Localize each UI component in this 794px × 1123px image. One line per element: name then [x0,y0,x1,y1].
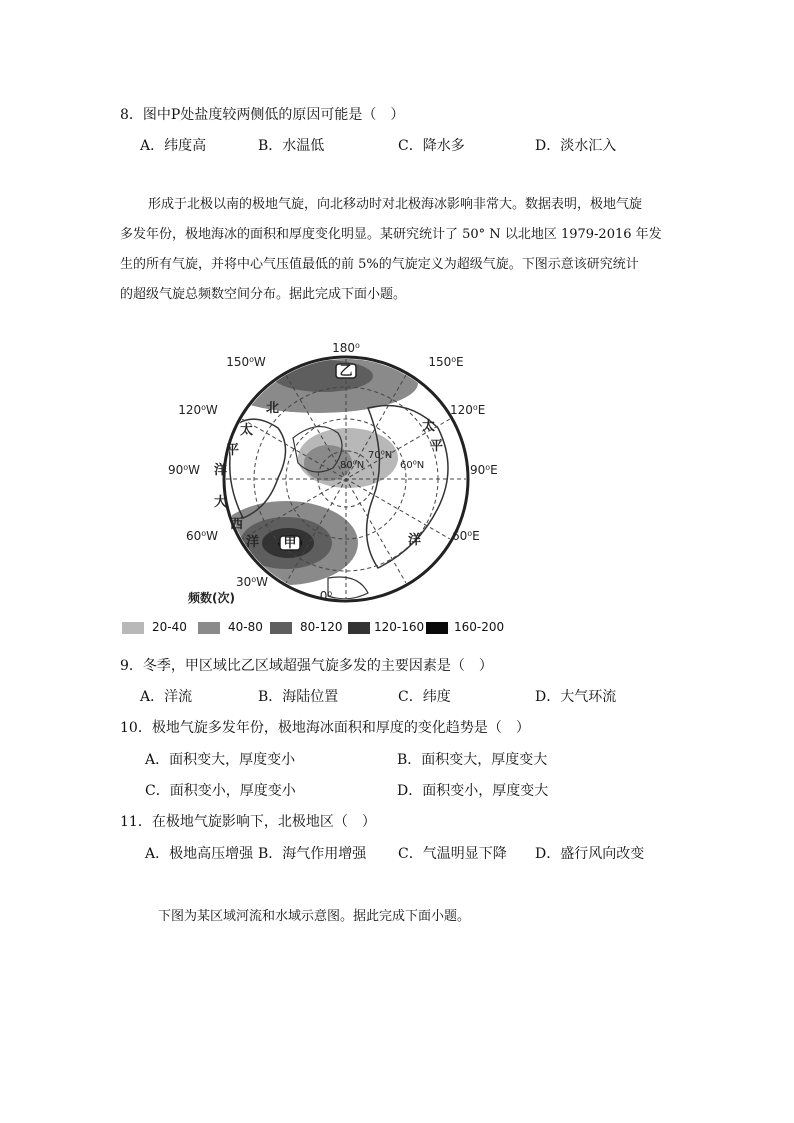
question-10-option-b[interactable]: B．面积变大，厚度变大 [397,752,548,768]
lon-label-0: 0⁰ [319,589,333,603]
legend-title: 频数(次) [188,591,235,605]
lat-label-80n: 80⁰N [340,460,365,471]
marker-yi [336,364,356,379]
question-11-option-c[interactable]: C．气温明显下降 [398,846,507,862]
question-9-stem: 9．冬季，甲区域比乙区域超强气旋多发的主要因素是（ ） [120,658,493,674]
question-9-option-b[interactable]: B．海陆位置 [258,689,339,705]
lon-label-150w: 150⁰W [226,355,266,369]
question-11-stem: 11．在极地气旋影响下，北极地区（ ） [120,814,376,830]
question-9-option-c[interactable]: C．纬度 [398,689,451,705]
lon-label-30w: 30⁰W [236,575,268,589]
question-9-option-a[interactable]: A．洋流 [140,689,193,705]
question-8-option-a[interactable]: A．纬度高 [140,138,207,154]
lon-label-180: 180⁰ [332,341,360,355]
legend-swatch-4 [348,622,370,634]
lat-label-60n: 60⁰N [400,460,425,471]
question-10-option-a[interactable]: A．面积变大，厚度变小 [145,752,296,768]
lon-label-150e: 150⁰E [428,355,464,369]
ocean-char-4: 洋 [214,463,228,478]
question-10-option-c[interactable]: C．面积变小，厚度变小 [145,783,296,799]
lon-label-90e: 90⁰E [470,463,498,477]
question-8-option-b[interactable]: B．水温低 [258,138,325,154]
ocean-char-8: 太 [422,419,436,434]
legend-label-4: 120-160 [374,620,425,634]
legend-swatch-2 [198,622,220,634]
question-8-option-d[interactable]: D．淡水汇入 [535,138,617,154]
svg-text:甲: 甲 [283,536,297,551]
material-intro-2: 下图为某区域河流和水域示意图。据此完成下面小题。 [158,909,471,924]
legend-label-2: 40-80 [228,620,263,634]
cyclone-frequency-map [118,338,518,648]
ocean-char-6: 西 [230,517,244,532]
question-8-option-c[interactable]: C．降水多 [398,138,465,154]
material-line-4: 的超级气旋总频数空间分布。据此完成下面小题。 [120,287,407,302]
lon-label-120w: 120⁰W [178,403,218,417]
ocean-char-2: 太 [240,423,254,438]
material-paragraph [120,190,680,310]
lat-label-70n: 70⁰N [368,450,393,461]
question-11-option-b[interactable]: B．海气作用增强 [258,846,367,862]
ocean-char-7: 洋 [246,535,260,550]
legend-label-5: 160-200 [454,620,505,634]
material-line-1: 形成于北极以南的极地气旋，向北移动时对北极海冰影响非常大。数据表明，极地气旋 [148,197,643,212]
legend-swatch-3 [270,622,292,634]
lon-label-120e: 120⁰E [450,403,486,417]
map-legend [122,620,522,636]
material-line-2: 多发年份，极地海冰的面积和厚度变化明显。某研究统计了 50° N 以北地区 1979-2016 年发 [120,227,662,242]
legend-label-1: 20-40 [152,620,187,634]
legend-swatch-5 [426,622,448,634]
ocean-char-9: 平 [430,439,444,454]
legend-label-3: 80-120 [300,620,343,634]
svg-text:乙: 乙 [339,364,353,379]
question-9-option-d[interactable]: D．大气环流 [535,689,617,705]
question-11-option-d[interactable]: D．盛行风向改变 [535,846,645,862]
question-8-stem: 8．图中P处盐度较两侧低的原因可能是（ ） [120,107,405,123]
lon-label-60w: 60⁰W [186,529,218,543]
question-10-option-d[interactable]: D．面积变小，厚度变大 [397,783,549,799]
question-10-stem: 10．极地气旋多发年份，极地海冰面积和厚度的变化趋势是（ ） [120,720,530,736]
ocean-char-3: 平 [226,443,240,458]
ocean-char-5: 大 [214,495,228,510]
lon-label-90w: 90⁰W [168,463,200,477]
lon-label-60e: 60⁰E [452,529,480,543]
ocean-char-1: 北 [266,401,280,416]
legend-swatch-1 [122,622,144,634]
marker-jia [280,536,300,551]
ocean-char-10: 洋 [408,533,422,548]
material-line-3: 生的所有气旋，并将中心气压值最低的前 5%的气旋定义为超级气旋。下图示意该研究统计 [120,257,639,272]
question-11-option-a[interactable]: A．极地高压增强 [145,846,254,862]
